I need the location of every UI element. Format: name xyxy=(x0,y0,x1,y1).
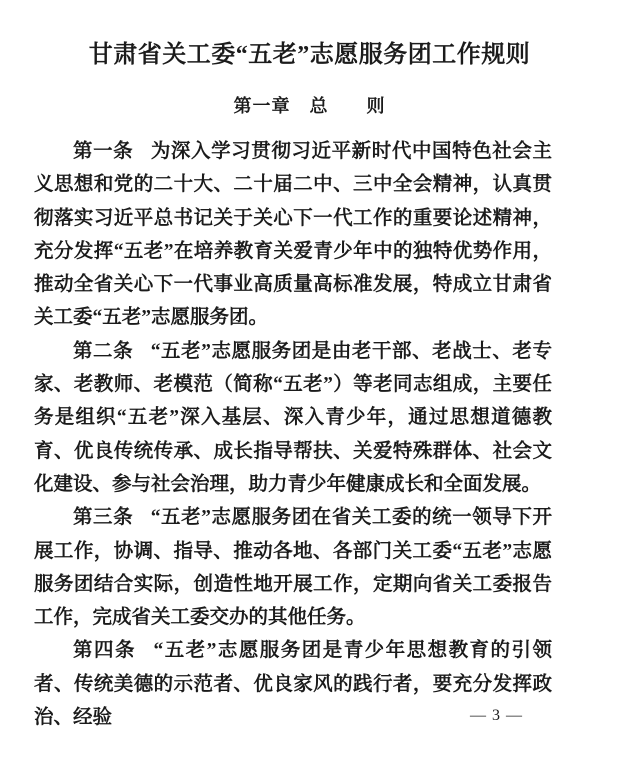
article-paragraph-1 xyxy=(34,135,552,335)
article-paragraph-3 xyxy=(34,501,552,634)
article-1-label: 第一条 xyxy=(73,141,134,162)
document-body xyxy=(34,135,552,734)
article-paragraph-2 xyxy=(34,335,552,501)
page-number: — 3 — xyxy=(470,707,523,724)
article-1-text: 为深入学习贯彻习近平新时代中国特色社会主义思想和党的二十大、二十届二中、三中全会精神，认真贯彻落实习近平总书记关于关心下一代工作的重要论述精神，充分发挥“五老”在培养教育关爱青少年中的独特优势作用，推动全省关心下一代事业高质量高标准发展，特成立甘肃省关工委“五老”志愿服务团。 xyxy=(34,141,552,329)
article-2-text: “五老”志愿服务团是由老干部、老战士、老专家、老教师、老模范（简称“五老”）等老同志组成，主要任务是组织“五老”深入基层、深入青少年，通过思想道德教育、优良传统传承、成长指导帮扶、关爱特殊群体、社会文化建设、参与社会治理，助力青少年健康成长和全面发展。 xyxy=(34,340,552,495)
article-3-label: 第三条 xyxy=(73,507,134,529)
article-4-text: “五老”志愿服务团是青少年思想教育的引领者、传统美德的示范者、优良家风的践行者，要充分发挥政治、经验 xyxy=(34,640,552,729)
article-2-label: 第二条 xyxy=(73,340,134,362)
article-3-text: “五老”志愿服务团在省关工委的统一领导下开展工作，协调、指导、推动各地、各部门关工委“五老”志愿服务团结合实际，创造性地开展工作，定期向省关工委报告工作，完成省关工委交办的其他任务。 xyxy=(34,507,552,629)
document-title: 甘肃省关工委“五老”志愿服务团工作规则 xyxy=(88,42,531,68)
chapter-heading: 第一章 总 则 xyxy=(233,96,386,116)
article-4-label: 第四条 xyxy=(73,640,136,662)
